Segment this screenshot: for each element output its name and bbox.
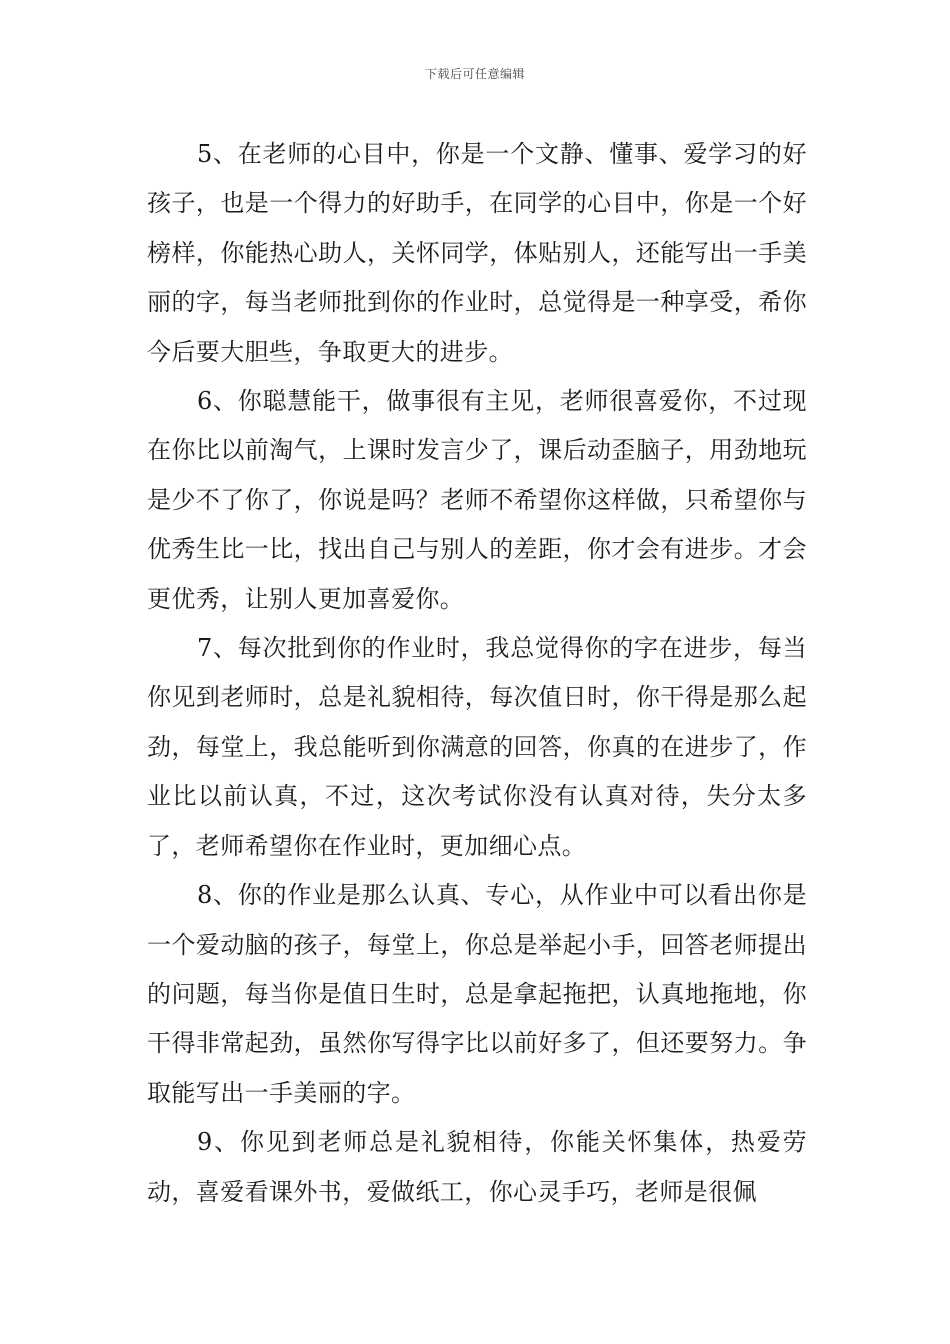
paragraph-6: 6、你聪慧能干，做事很有主见，老师很喜爱你，不过现在你比以前淘气，上课时发言少了，课后动歪脑子，用劲地玩是少不了你了，你说是吗？老师不希望你这样做，只希望你与优秀生比一比，找出自己与别人的差距，你才会有进步。才会更优秀，让别人更加喜爱你。 bbox=[147, 387, 807, 613]
paragraph-8: 8、你的作业是那么认真、专心，从作业中可以看出你是一个爱动脑的孩子，每堂上，你总是举起小手，回答老师提出的问题，每当你是值日生时，总是拿起拖把，认真地拖地，你干得非常起劲，虽然你写得字比以前好多了，但还要努力。争取能写出一手美丽的字。 bbox=[147, 881, 807, 1107]
page-header: 下载后可任意编辑 bbox=[424, 67, 525, 81]
document-body bbox=[147, 130, 807, 1217]
paragraph-9: 9、你见到老师总是礼貌相待，你能关怀集体，热爱劳动，喜爱看课外书，爱做纸工，你心灵手巧，老师是很佩 bbox=[147, 1128, 807, 1206]
paragraph-7: 7、每次批到你的作业时，我总觉得你的字在进步，每当你见到老师时，总是礼貌相待，每次值日时，你干得是那么起劲，每堂上，我总能听到你满意的回答，你真的在进步了，作业比以前认真，不过，这次考试你没有认真对待，失分太多了，老师希望你在作业时，更加细心点。 bbox=[147, 634, 807, 860]
paragraph-5: 5、在老师的心目中，你是一个文静、懂事、爱学习的好孩子，也是一个得力的好助手，在同学的心目中，你是一个好榜样，你能热心助人，关怀同学，体贴别人，还能写出一手美丽的字，每当老师批到你的作业时，总觉得是一种享受，希你今后要大胆些，争取更大的进步。 bbox=[147, 140, 807, 366]
